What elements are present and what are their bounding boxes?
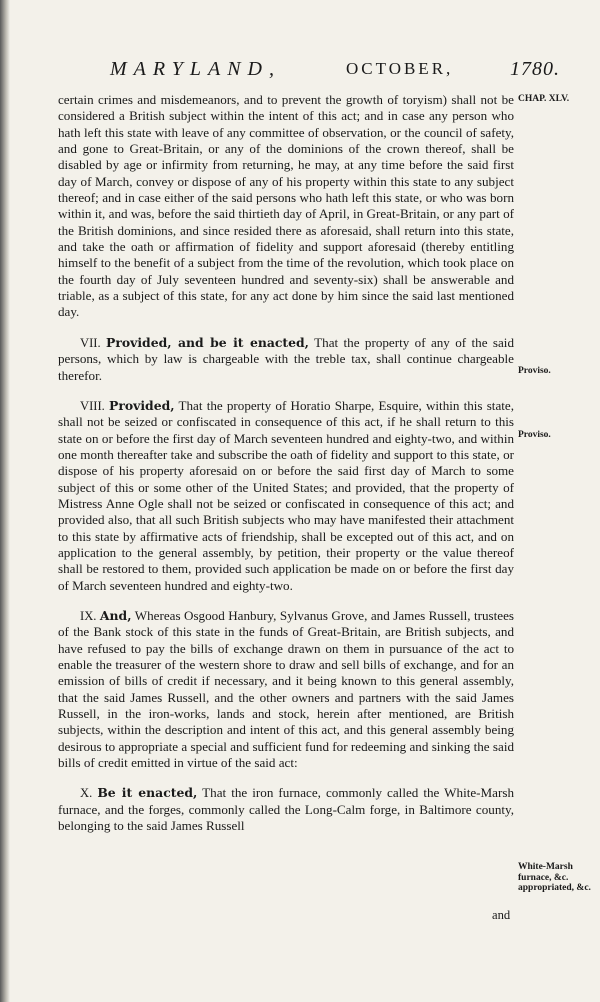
header-title: MARYLAND, [110, 58, 281, 80]
margin-note-proviso-1: Proviso. [518, 366, 551, 376]
header-month: OCTOBER, [346, 59, 454, 78]
header-year: 1780. [510, 58, 560, 80]
section-10-lead: Be it enacted, [97, 785, 198, 801]
section-7-lead: Provided, and be it enacted, [106, 334, 309, 350]
paragraph-section-8 [58, 398, 514, 594]
margin-note-chapter: CHAP. XLV. [518, 94, 570, 104]
section-number-9: IX. [80, 608, 97, 623]
paragraph-section-10 [58, 785, 514, 834]
section-number-8: VIII. [80, 398, 105, 413]
paragraph-section-7 [58, 335, 514, 384]
section-8-text: That the property of Horatio Sharpe, Esquire, within this state, shall not be seized or confiscated in consequence of this act, if he shall return to this state on or before the first day of March seventeen hundred and eighty-two, and within one month thereafter take and subscribe the oath of fidelity and support to this state, or dispose of his property aforesaid on or before the said first day of March to some subject of this or some other of the United States; and provided, that the property of Mistress Anne Ogle shall not be seized or confiscated in consequence of this act; and provided also, that all such British subjects who may have manifested their attachment to this state by affirmative acts of friendship, shall be excepted out of this act, and on application to the general assembly, by petition, their property or the value thereof shall be restored to them, provided such application be made on or before the first day of March seventeen hundred and eighty-two. [58, 397, 514, 593]
page-binding-edge [0, 0, 10, 1002]
section-9-text: Whereas Osgood Hanbury, Sylvanus Grove, and James Russell, trustees of the Bank stock of this state in the funds of Great-Britain, are British subjects, and have refused to pay the bills of exchange drawn on them in pursuance of the act to enable the treasurer of the western shore to draw and sell bills of exchange, and for an emission of bills of credit if necessary, and it being known to this general assembly, that the said James Russell, and the other owners and partners with the said James Russell, in the iron-works, lands and stock, herein after mentioned, are British subjects, within the description and intent of this act, and this general assembly being desirous to appropriate a special and sufficient fund for redeeming and sinking the said bills of credit emitted in virtue of the said act: [58, 607, 514, 771]
running-header [110, 58, 590, 88]
margin-note-white-marsh: White-Marsh furnace, &c. appropriated, &c. [518, 862, 591, 893]
section-7-text: That the property of any of the said persons, which by law is chargeable with the treble tax, shall continue chargeable therefor. [58, 334, 514, 383]
paragraph-section-9 [58, 608, 514, 771]
body-text [58, 92, 514, 834]
section-number-10: X. [80, 786, 93, 801]
catchword: and [492, 908, 511, 922]
section-8-lead: Provided, [109, 397, 175, 413]
paragraph-intro: certain crimes and misdemeanors, and to prevent the growth of toryism) shall not be considered a British subject within the intent of this act; and in case any person who hath left this state with leave of any committee of observation, or the council of safety, and gone to Great-Britain, or any of the dominions of the crown thereof, shall be disabled by age or infirmity from returning, he may, at any time before the said first day of March, convey or dispose of any of his property within this state to any subject thereof; and in case either of the said persons who hath left this state, or who was born within it, and was, before the said thirtieth day of April, in Great-Britain, or any part of the British dominions, and since resided there as aforesaid, shall return into this state, and take the oath or affirmation of fidelity and support aforesaid (thereby entitling himself to the benefit of a subject from the time of the revolution, which took place on the fourth day of July seventeen hundred and seventy-six) shall be answerable and triable, as a subject of this state, for any act done by him since the said last mentioned day. [58, 92, 514, 320]
section-10-text: That the iron furnace, commonly called the White-Marsh furnace, and the forges, commonly called the Long-Calm forge, in Baltimore county, belonging to the said James Russell [58, 785, 514, 834]
section-9-lead: And, [99, 607, 132, 623]
section-number-7: VII. [80, 335, 101, 350]
margin-note-proviso-2: Proviso. [518, 430, 551, 440]
